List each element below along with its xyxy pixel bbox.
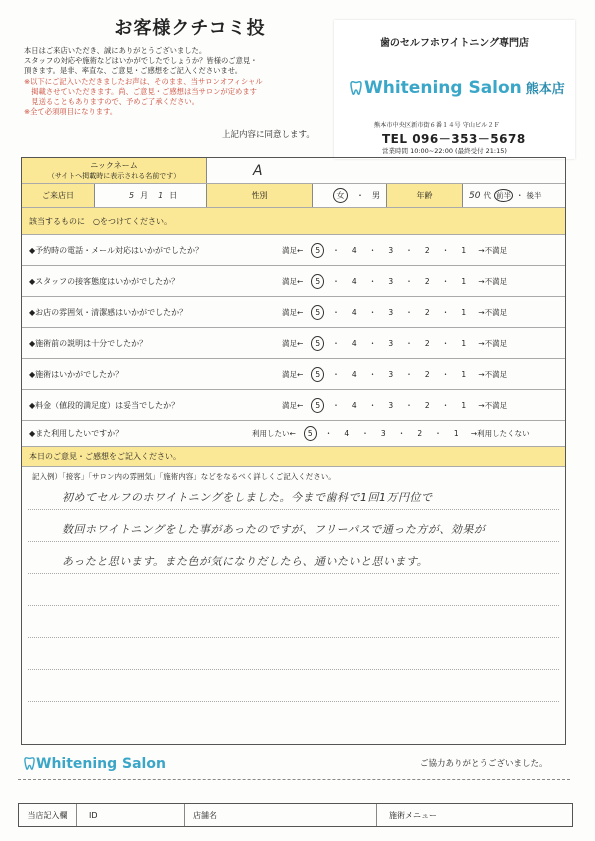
rating-4[interactable]: 4 — [351, 400, 357, 410]
dot: ・ — [332, 307, 340, 317]
question-row — [22, 328, 565, 359]
scale-right-label: →不満足 — [478, 245, 508, 255]
reuse-3[interactable]: 3 — [380, 429, 386, 438]
brand-logo — [350, 78, 565, 98]
scale-left-label: 満足← — [282, 369, 304, 379]
dot: ・ — [405, 400, 413, 410]
question-row — [22, 390, 565, 421]
staff-section — [18, 803, 573, 827]
dot: ・ — [368, 369, 377, 379]
rating-3[interactable]: 3 — [388, 338, 394, 348]
month-unit: 月 — [140, 191, 149, 200]
question-text: ◆お店の雰囲気・清潔感はいかがでしたか？ — [29, 307, 188, 317]
comment-line: 数回ホワイトニングをした事があったのですが、フリーパスで通った方が、効果が — [62, 523, 486, 536]
reuse-row — [22, 421, 565, 447]
shop-tel: TEL 096－353－5678 — [382, 132, 526, 146]
dot: ・ — [324, 429, 333, 438]
reuse-right-label: →利用したくない — [470, 429, 530, 438]
rating-scale[interactable] — [282, 297, 565, 327]
gender-separator: ・ — [356, 191, 364, 200]
note-line: ※全て必須項目になります。 — [24, 107, 118, 117]
age-second-half-option[interactable]: 後半 — [526, 191, 542, 200]
dot: ・ — [441, 400, 450, 410]
day-unit: 日 — [169, 191, 178, 200]
dot: ・ — [368, 338, 377, 348]
store-field[interactable] — [185, 804, 377, 826]
question-row — [22, 266, 565, 297]
shop-address: 熊本市中央区新市街６番１４号 守山ビル２Ｆ — [374, 122, 500, 129]
comment-rule — [28, 605, 559, 606]
question-text: ◆予約時の電話・メール対応はいかがでしたか？ — [29, 245, 203, 255]
profile-row — [22, 184, 565, 208]
reuse-question: ◆また利用したいですか？ — [29, 429, 124, 438]
comment-header-row — [22, 447, 565, 467]
intro-text — [24, 46, 344, 117]
page-title: お客様クチコミ投 — [114, 18, 266, 39]
tooth-icon — [24, 757, 35, 770]
comment-line: あったと思います。また色が気になりだしたら、通いたいと思います。 — [62, 555, 429, 568]
rating-4[interactable]: 4 — [351, 307, 357, 317]
age-unit: 代 — [483, 191, 491, 200]
reuse-5-selected[interactable]: 5 — [304, 426, 317, 441]
menu-field[interactable] — [377, 804, 572, 826]
scale-left-label: 満足← — [282, 245, 304, 255]
comment-area[interactable] — [22, 467, 565, 744]
reuse-2[interactable]: 2 — [417, 429, 423, 438]
reuse-4[interactable]: 4 — [344, 429, 350, 438]
comment-header: 本日のご意見・ご感想をご記入ください。 — [29, 452, 181, 461]
rating-1[interactable]: 1 — [461, 245, 467, 255]
comment-example: 記入例）「接客」「サロン内の雰囲気」「施術内容」などをなるべく詳しくご記入ください。 — [32, 472, 336, 481]
comment-rule — [28, 701, 559, 702]
dot: ・ — [368, 276, 377, 286]
tooth-icon — [350, 81, 362, 95]
dot: ・ — [405, 338, 413, 348]
gender-field[interactable] — [312, 184, 386, 207]
question-text: ◆料金（値段的満足度）は妥当でしたか？ — [29, 400, 180, 410]
footer-logo — [24, 756, 166, 772]
rating-3[interactable]: 3 — [388, 307, 394, 317]
nickname-label-cell — [22, 158, 206, 183]
dot: ・ — [441, 307, 450, 317]
dot: ・ — [397, 429, 406, 438]
rating-1[interactable]: 1 — [461, 338, 467, 348]
intro-line: 頂きます。是非、率直な、ご意見・ご感想をご記入くださいませ。 — [24, 66, 243, 76]
rating-2[interactable]: 2 — [424, 276, 430, 286]
rating-3[interactable]: 3 — [388, 276, 394, 286]
rating-1[interactable]: 1 — [461, 307, 467, 317]
question-text: ◆施術前の説明は十分でしたか？ — [29, 338, 148, 348]
rating-5-selected[interactable]: 5 — [311, 398, 324, 413]
agree-text: 上記内容に同意します。 — [222, 130, 315, 140]
instruction-row — [22, 208, 565, 235]
rating-5-selected[interactable]: 5 — [311, 336, 324, 351]
question-row — [22, 235, 565, 266]
nickname-value: A — [253, 162, 263, 179]
dot: ・ — [441, 276, 450, 286]
age-label: 年齢 — [386, 184, 462, 207]
dot: ・ — [405, 307, 413, 317]
reuse-scale[interactable] — [252, 421, 565, 446]
comment-rule — [28, 669, 559, 670]
rating-scale[interactable] — [282, 235, 565, 265]
visit-day-value: 1 — [158, 191, 164, 200]
rating-2[interactable]: 2 — [424, 400, 430, 410]
rating-3[interactable]: 3 — [388, 369, 394, 379]
instruction-text: 該当するものに ○をつけてください。 — [29, 216, 172, 226]
dot: ・ — [332, 276, 340, 286]
nickname-label: ニックネーム — [90, 161, 138, 170]
scale-right-label: →不満足 — [478, 307, 508, 317]
thanks-text: ご協力ありがとうございました。 — [420, 759, 548, 769]
shop-hours: 営業時間 10:00~22:00 (最終受付 21:15) — [382, 147, 507, 155]
rating-5-selected[interactable]: 5 — [311, 305, 324, 320]
dot: ・ — [368, 307, 377, 317]
question-text: ◆スタッフの接客態度はいかがでしたか？ — [29, 276, 180, 286]
menu-label: 施術メニュー — [389, 810, 437, 820]
dot: ・ — [332, 338, 340, 348]
dot: ・ — [405, 369, 413, 379]
dot: ・ — [405, 276, 413, 286]
visit-label: ご来店日 — [22, 184, 94, 207]
store-label: 店舗名 — [193, 810, 217, 820]
comment-line: 初めてセルフのホワイトニングをしました。今まで歯科で1回1万円位で — [62, 491, 433, 504]
scale-left-label: 満足← — [282, 338, 304, 348]
rating-4[interactable]: 4 — [351, 276, 357, 286]
rating-5-selected[interactable]: 5 — [311, 367, 324, 382]
cut-line — [18, 779, 570, 780]
question-row — [22, 359, 565, 390]
rating-1[interactable]: 1 — [461, 400, 467, 410]
branch-name: 熊本店 — [525, 82, 565, 97]
rating-4[interactable]: 4 — [351, 338, 357, 348]
gender-label: 性別 — [206, 184, 312, 207]
shop-card — [334, 20, 575, 159]
dot: ・ — [368, 400, 377, 410]
survey-form — [21, 157, 566, 745]
dot: ・ — [361, 429, 369, 438]
dot: ・ — [405, 245, 413, 255]
rating-2[interactable]: 2 — [424, 245, 430, 255]
rating-5-selected[interactable]: 5 — [311, 274, 324, 289]
gender-male-option[interactable]: 男 — [372, 191, 380, 200]
nickname-sublabel: （サイトへ掲載時に表示される名前です） — [47, 172, 181, 180]
dot: ・ — [441, 338, 450, 348]
scale-left-label: 満足← — [282, 400, 304, 410]
age-field[interactable] — [462, 184, 565, 207]
intro-line: 本日はご来店いただき、誠にありがとうございました。 — [24, 46, 207, 55]
note-line: 掲載させていただきます。尚、ご意見・ご感想は当サロンが定めます — [24, 86, 257, 96]
scale-left-label: 満足← — [282, 276, 304, 286]
rating-2[interactable]: 2 — [424, 369, 430, 379]
rating-2[interactable]: 2 — [424, 307, 430, 317]
id-field[interactable] — [77, 804, 185, 826]
visit-month-value: 5 — [129, 191, 135, 200]
dot: ・ — [332, 369, 340, 379]
rating-scale[interactable] — [282, 328, 565, 358]
reuse-1[interactable]: 1 — [453, 429, 459, 438]
note-line: 見送ることもありますので、予めご了承ください。 — [24, 97, 199, 107]
dot: ・ — [368, 245, 377, 255]
age-separator: ・ — [515, 191, 524, 200]
scale-right-label: →不満足 — [478, 369, 508, 379]
rating-2[interactable]: 2 — [424, 338, 430, 348]
reuse-left-label: 利用したい← — [252, 429, 296, 438]
intro-line: スタッフの対応や施術などはいかがでしたでしょうか？皆様のご意見・ — [24, 56, 258, 66]
rating-3[interactable]: 3 — [388, 245, 394, 255]
dot: ・ — [332, 245, 340, 255]
comment-rule — [28, 509, 559, 510]
scale-right-label: →不満足 — [478, 276, 508, 286]
staff-label: 当店記入欄 — [19, 804, 77, 826]
age-first-half-option[interactable]: 前半 — [495, 191, 511, 200]
rating-4[interactable]: 4 — [351, 245, 357, 255]
rating-1[interactable]: 1 — [461, 369, 467, 379]
scale-right-label: →不満足 — [478, 400, 508, 410]
rating-1[interactable]: 1 — [461, 276, 467, 286]
rating-scale[interactable] — [282, 359, 565, 389]
brand-name: Whitening Salon — [364, 78, 522, 98]
dot: ・ — [332, 400, 340, 410]
question-text: ◆施術はいかがでしたか？ — [29, 369, 124, 379]
dot: ・ — [441, 369, 450, 379]
shop-type: 歯のセルフホワイトニング専門店 — [379, 38, 530, 49]
question-row — [22, 297, 565, 328]
comment-rule — [28, 573, 559, 574]
dot: ・ — [434, 429, 442, 438]
nickname-field[interactable] — [206, 158, 565, 183]
rating-scale[interactable] — [282, 390, 565, 420]
id-label: ID — [89, 810, 98, 820]
rating-5-selected[interactable]: 5 — [311, 243, 324, 258]
footer-brand: Whitening Salon — [36, 756, 166, 772]
comment-rule — [28, 541, 559, 542]
age-value: 50 — [469, 190, 481, 201]
rating-scale[interactable] — [282, 266, 565, 296]
nickname-row — [22, 158, 565, 184]
scale-right-label: →不満足 — [478, 338, 508, 348]
note-line: ※以下にご記入いただきましたお声は、そのまま、当サロンオフィシャル — [24, 76, 263, 86]
rating-4[interactable]: 4 — [351, 369, 357, 379]
scale-left-label: 満足← — [282, 307, 304, 317]
visit-date-field[interactable] — [94, 184, 206, 207]
comment-rule — [28, 637, 559, 638]
dot: ・ — [441, 245, 450, 255]
gender-female-option[interactable]: 女 — [333, 188, 348, 203]
rating-3[interactable]: 3 — [388, 400, 394, 410]
